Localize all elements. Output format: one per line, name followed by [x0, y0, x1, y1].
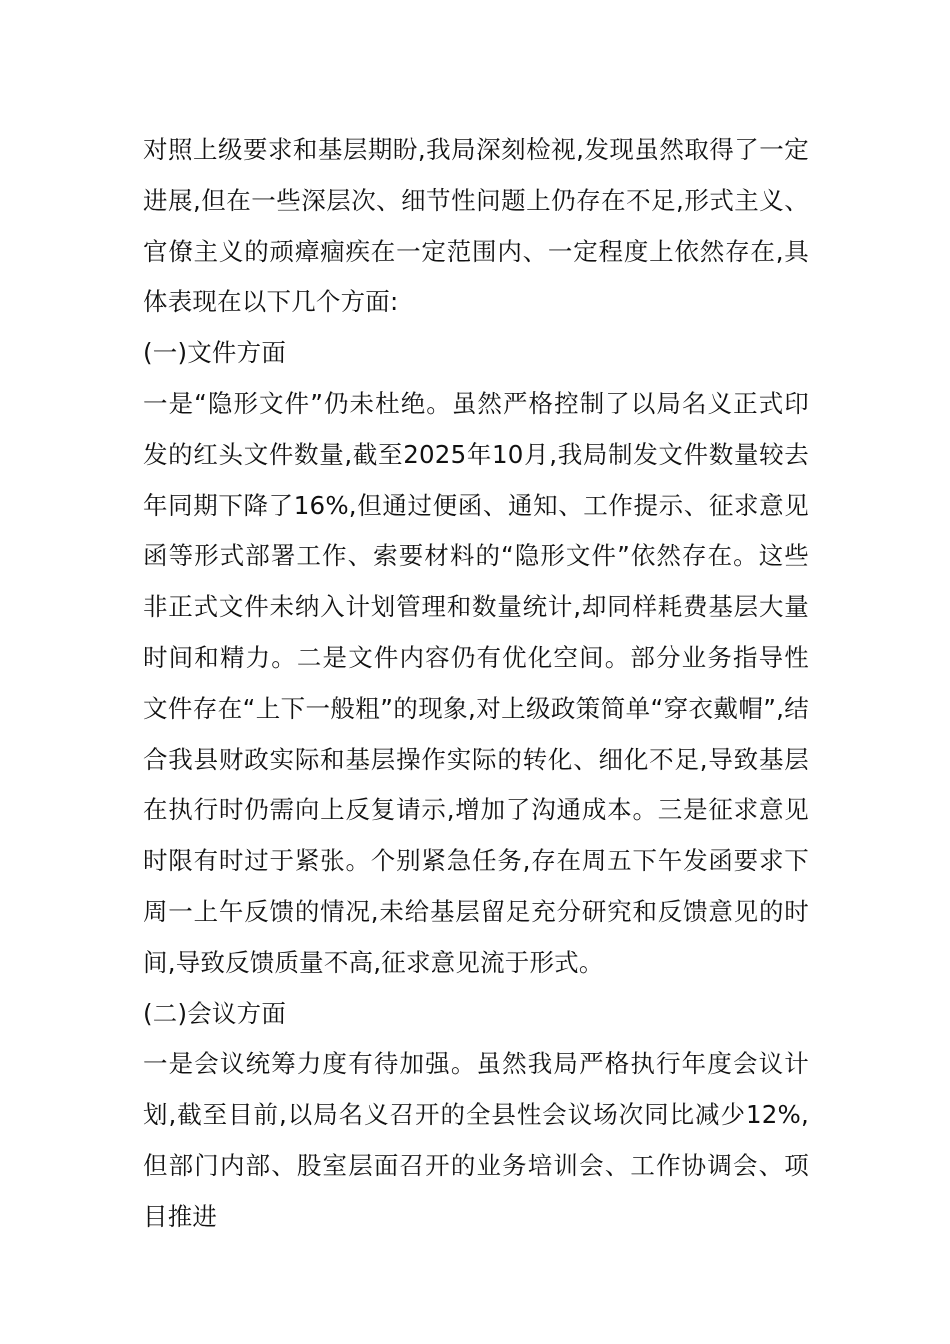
section-heading-meetings: (二)会议方面	[143, 998, 287, 1028]
section-heading-documents: (一)文件方面	[143, 338, 287, 368]
section-meetings-paragraph: 一是会议统筹力度有待加强。虽然我局严格执行年度会议计划,截至目前,以局名义召开的全县性会议场次同比减少12%,但部门内部、股室层面召开的业务培训会、工作协调会、项目推进	[143, 1049, 809, 1231]
document-body	[143, 125, 809, 1243]
section-documents-paragraph: 一是“隐形文件”仍未杜绝。虽然严格控制了以局名义正式印发的红头文件数量,截至2025年10月,我局制发文件数量较去年同期下降了16%,但通过便函、通知、工作提示、征求意见函等形式部署工作、索要材料的“隐形文件”依然存在。这些非正式文件未纳入计划管理和数量统计,却同样耗费基层大量时间和精力。二是文件内容仍有优化空间。部分业务指导性文件存在“上下一般粗”的现象,对上级政策简单“穿衣戴帽”,结合我县财政实际和基层操作实际的转化、细化不足,导致基层在执行时仍需向上反复请示,增加了沟通成本。三是征求意见时限有时过于紧张。个别紧急任务,存在周五下午发函要求下周一上午反馈的情况,未给基层留足充分研究和反馈意见的时间,导致反馈质量不高,征求意见流于形式。	[143, 388, 809, 977]
intro-paragraph: 对照上级要求和基层期盼,我局深刻检视,发现虽然取得了一定进展,但在一些深层次、细节性问题上仍存在不足,形式主义、官僚主义的顽瘴痼疾在一定范围内、一定程度上依然存在,具体表现在以下几个方面:	[143, 135, 809, 317]
